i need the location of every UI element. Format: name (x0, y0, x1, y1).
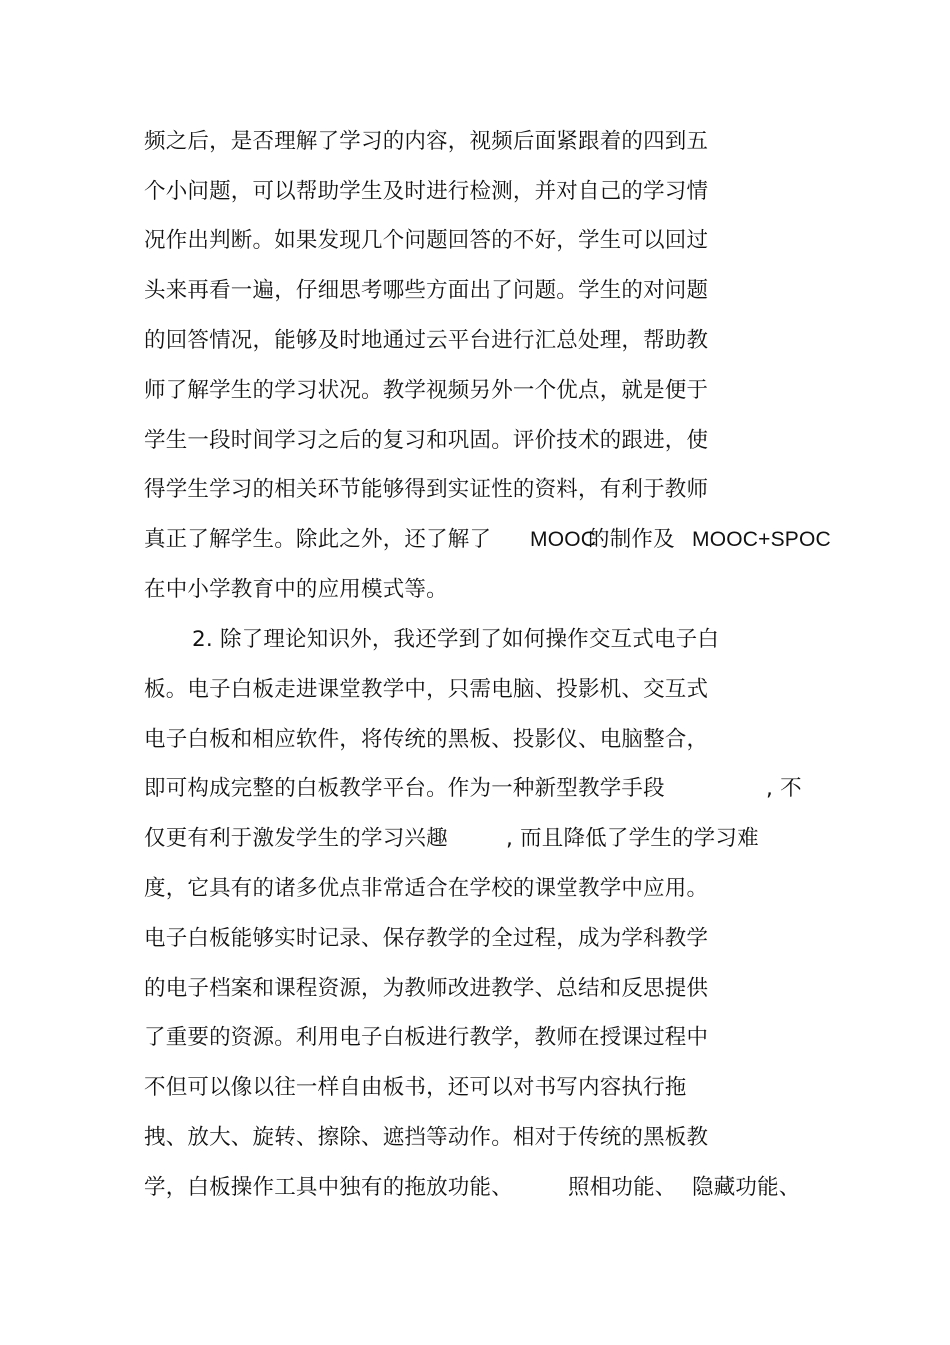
text-line-mooc (144, 524, 864, 556)
text-line (144, 823, 794, 855)
text-line: 的电子档案和课程资源，为教师改进教学、总结和反思提供 (144, 976, 709, 1001)
text-line: 板。电子白板走进课堂教学中，只需电脑、投影机、交互式 (144, 677, 709, 702)
text-line: 师了解学生的学习状况。教学视频另外一个优点，就是便于 (144, 378, 709, 403)
text-line: 个小问题，可以帮助学生及时进行检测，并对自己的学习情 (144, 179, 709, 204)
text-line: 度，它具有的诸多优点非常适合在学校的课堂教学中应用。 (144, 876, 709, 901)
text-segment: 学，白板操作工具中独有的拖放功能、 (144, 1175, 513, 1200)
text-line: 不但可以像以往一样自由板书，还可以对书写内容执行拖 (144, 1075, 687, 1100)
numbered-paragraph-start: 2. 除了理论知识外，我还学到了如何操作交互式电子白 (192, 627, 720, 652)
text-line: 了重要的资源。利用电子白板进行教学，教师在授课过程中 (144, 1025, 709, 1050)
text-segment: , 而且降低了学生的学习难 (506, 826, 759, 851)
text-segment: 仅更有利于激发学生的学习兴趣 (144, 826, 448, 851)
text-line: 的回答情况，能够及时地通过云平台进行汇总处理，帮助教 (144, 328, 709, 353)
text-segment: 照相功能、 (568, 1175, 677, 1200)
text-segment-mooc: MOOC (530, 528, 597, 551)
text-line: 学生一段时间学习之后的复习和巩固。评价技术的跟进，使 (144, 428, 709, 453)
text-segment: 的制作及 (588, 527, 675, 552)
text-line: 头来再看一遍，仔细思考哪些方面出了问题。学生的对问题 (144, 278, 709, 303)
text-line (144, 773, 824, 805)
text-line: 在中小学教育中的应用模式等。 (144, 577, 448, 602)
text-line: 频之后，是否理解了学习的内容，视频后面紧跟着的四到五 (144, 129, 709, 154)
text-segment: 真正了解学生。除此之外，还了解了 (144, 527, 492, 552)
text-line: 况作出判断。如果发现几个问题回答的不好，学生可以回过 (144, 228, 709, 253)
text-line: 得学生学习的相关环节能够得到实证性的资料，有利于教师 (144, 477, 709, 502)
text-segment: 即可构成完整的白板教学平台。作为一种新型教学手段 (144, 776, 665, 801)
text-line: 电子白板和相应软件，将传统的黑板、投影仪、电脑整合， (144, 727, 709, 752)
text-segment: 隐藏功能、 (692, 1175, 801, 1200)
text-line: 电子白板能够实时记录、保存教学的全过程，成为学科教学 (144, 926, 709, 951)
text-line: 拽、放大、旋转、擦除、遮挡等动作。相对于传统的黑板教 (144, 1125, 709, 1150)
text-segment-mooc-spoc: MOOC+SPOC (692, 528, 831, 551)
text-line (144, 1172, 804, 1204)
text-segment: , 不 (766, 776, 802, 801)
